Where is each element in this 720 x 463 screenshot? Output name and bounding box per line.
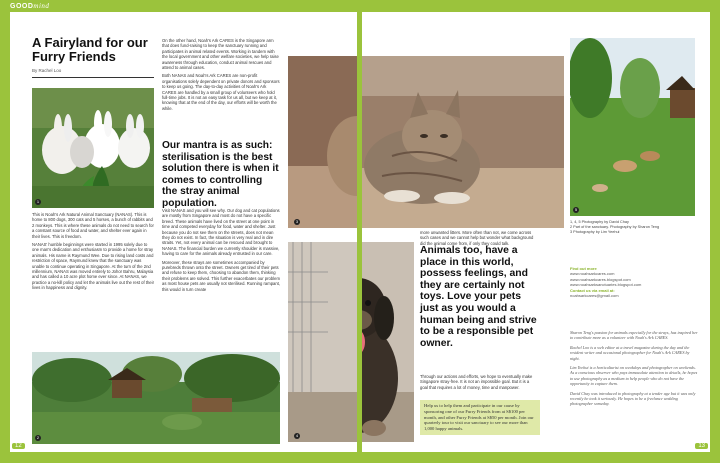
col2-top-text — [162, 38, 280, 114]
dog-figure — [362, 248, 414, 442]
pull-quote-2: Animals too, have a place in this world, possess feelings, and they are certainly not toys. Love your pets just as you would a human being and strive to be a responsible pet owner. — [420, 245, 537, 349]
right-page — [362, 12, 710, 452]
link-website[interactable]: www.noahsarkcares.com — [570, 271, 615, 277]
page-number-right: 13 — [695, 443, 708, 449]
byline: By Rachel Loo — [32, 68, 154, 78]
magazine-brand: GOODmind — [10, 2, 50, 10]
cat-photo — [288, 56, 357, 228]
col2-para2: Both NANAS and Noah's Ark CARES are non-profit organisations solely dependent on private donors and sponsors to keep us going. The day-to-day activities of Noah's Ark CARES are handled by a small group of volunteers who hold full-time jobs. It is not an easy task for us all, but we keep at it, knowing that at the end of the day, our efforts will be worth the while. — [162, 73, 280, 111]
credit-line: 2 Part of the sanctuary. Photography by Sharon Teng — [570, 225, 660, 229]
link-sanctuary-blog[interactable]: www.noahsarksanctuaries.blogspot.com — [570, 282, 642, 288]
col2-para1: On the other hand, Noah's Ark CARES is the Singapore arm that does fund-raising to keep the sanctuary running and participates in animal related events. Working in tandem with the local government and other welfare societies, we help raise awareness through education, conduct animal rescues and attend to animal cases. — [162, 38, 279, 71]
right-para2: Through our actions and efforts, we hope to eventually make Singapore stray-free. It is not an impossible goal. But it is a goal that requires a lot of money, time and manpower. — [420, 374, 533, 390]
photo-credits — [570, 220, 695, 235]
credit-line: 3 Photography by Lim Yeehui — [570, 230, 620, 234]
sanctuary-photo — [32, 352, 280, 444]
find-heading: Find out more — [570, 266, 597, 271]
photo-number-2: 2 — [36, 435, 40, 440]
left-page — [10, 12, 357, 452]
right-text-bottom — [420, 374, 538, 393]
bio-david: David Chay was introduced to photography at a tender age but it was only recently he took it seriously. He hopes to be a freelance wedding photographer someday. — [570, 390, 696, 407]
col1-text — [32, 212, 154, 294]
col2-para3: Visit NANAS and you will see why. Our dog and cat populations are mostly from Singapore and most do not have a specific breed. These animals have lived on the street at one point in time and competed everyday for food, water and shelter. Just because you do not see them on the streets, does not mean they do not exist. In fact, the situation is very real and in dire straits. Yet, not every animal can be rescued and brought to NANAS. The financial burden we currently shoulder is massive, having to care for the animals already entrusted in our care. — [162, 208, 280, 257]
sponsor-callout: Help us to help them and participate in our cause by sponsoring one of our Furry Friends from at S$100 per month, and other Furry Friends at S$50 per month. Join our quarterly tour to visit our sanctuary to see our more than 1,000 happy animals. — [420, 400, 540, 435]
col1-para2: NANAS' humble beginnings were started in 1995 solely due to one man's dedication and enthusiasm to provide a home for stray animals. His name is Raymund Wee. Due to rising land costs and restriction of space, Raymund knew that the sanctuary was unable to continue operating in Singapore. At the turn of the 2nd millennium, NANAS was moved entirely to Johor Bahru, Malaysia and has called a 10 acre plot home ever since. At NANAS, we practice a no-kill policy and let the animals live out the rest of their lives in happiness and dignity. — [32, 242, 154, 291]
dog-photo-left — [288, 242, 357, 442]
bio-yeehui: Lim Yeehui is a horticulturist on weekdays and photographer on weekends. As a conscious observer who pays immaculate attention to details, he hopes to use photography as a medium to help people who do not have the opportunity to capture them. — [570, 365, 698, 387]
pull-quote-1: Our mantra is as such: sterilisation is the best solution there is when it comes to controlling the stray animal population. — [162, 140, 279, 209]
contact-email[interactable]: noahsarkcares@gmail.com — [570, 293, 619, 299]
col2-para4: Moreover, these strays are sometimes accompanied by purebreds thrown onto the street. Owners get tired of their pets and refuse to keep them, choosing to abandon them, thinking their problems are solved. This further exacerbates our problem as most house pets are usually not sterilised. Running rampant, this would in turn create — [162, 259, 281, 292]
photo-number-3: 3 — [295, 219, 299, 224]
contact-heading: Contact us via email at: — [570, 287, 615, 293]
photo-number-4: 4 — [295, 433, 299, 438]
garden-photo — [570, 38, 695, 216]
contributor-bios — [570, 330, 698, 411]
bio-rachel: Rachel Loo is a web editor at a travel magazine during the day and the resident writer and occasional photographer for Noah's Ark CARES by night. — [570, 344, 690, 361]
photo-number-1: 1 — [36, 199, 40, 204]
right-para1: more unwanted litters. More often than not, we come across such cases and we cannot help but wonder what background did the animal come from, if only they could talk. — [420, 230, 534, 246]
col2-bottom-text — [162, 208, 280, 295]
cat-photo-right — [362, 56, 564, 228]
photo-number-5: 5 — [574, 207, 578, 212]
credit-line: 1, 4, 5 Photography by David Chay — [570, 220, 629, 224]
find-out-more — [570, 266, 695, 298]
col1-para1: This is Noah's Ark Natural Animal Sanctuary (NANAS). This is home to 800 dogs, 300 cats and 5 horses, a bunch of rabbits and 2 monkeys. This is where these animals do not need to search for a constant source of food and water, and shelter ever again in their lives. This is freedom. — [32, 212, 154, 239]
link-blog[interactable]: www.noahsarkcares.blogspot.com — [570, 276, 631, 282]
article-title: A Fairyland for our Furry Friends — [32, 35, 148, 64]
rabbits-photo — [32, 88, 154, 208]
bio-sharon: Sharon Teng's passion for animals especially for the strays, has inspired her to contribute more as a volunteer with Noah's Ark CARES. — [570, 330, 698, 341]
page-number-left: 12 — [12, 443, 25, 449]
